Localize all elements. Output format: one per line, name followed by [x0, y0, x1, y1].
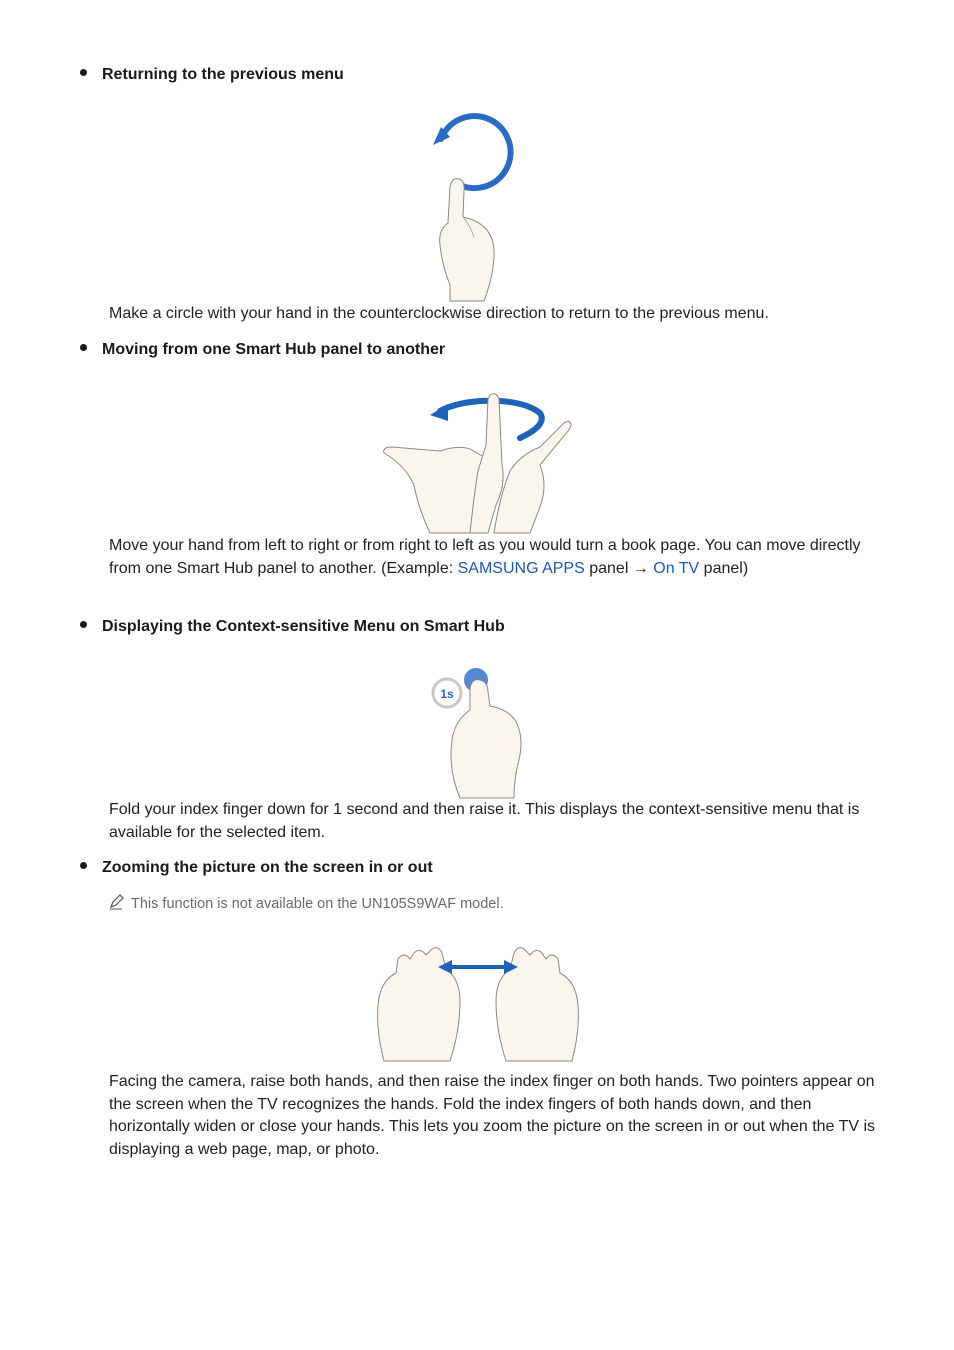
bullet-moving-panels: [80, 341, 445, 359]
bullet-dot: [80, 344, 87, 351]
section-description: Make a circle with your hand in the counterclockwise direction to return to the previous menu.: [109, 305, 769, 322]
bullet-dot: [80, 621, 87, 628]
on-tv-link[interactable]: On TV: [653, 559, 700, 577]
section-description: [109, 535, 889, 580]
gesture-fold-finger-illustration: [0, 660, 954, 800]
double-arrow-icon: [438, 960, 518, 974]
gesture-swipe-illustration: [0, 385, 954, 535]
bullet-zooming: [80, 859, 433, 877]
section-heading: Returning to the previous menu: [102, 66, 344, 83]
timer-badge-text: 1s: [440, 687, 454, 701]
bullet-context-menu: [80, 618, 505, 636]
bullet-dot: [80, 69, 87, 76]
note-text: This function is not available on the UN105S9WAF model.: [131, 896, 504, 912]
section-heading: Displaying the Context-sensitive Menu on Smart Hub: [102, 618, 505, 635]
gesture-zoom-illustration: [0, 935, 954, 1065]
description-text: Move your hand from left to right or from right to left as you would turn a book page. You can move directly from one Smart Hub panel to another. (Example:: [109, 537, 861, 577]
description-text: panel →: [584, 559, 654, 577]
gesture-circle-illustration: [0, 105, 954, 305]
samsung-apps-link[interactable]: SAMSUNG APPS: [457, 559, 585, 577]
bullet-dot: [80, 862, 87, 869]
one-second-timer-icon: [433, 679, 461, 707]
section-heading: Moving from one Smart Hub panel to another: [102, 341, 446, 358]
circle-arrow-icon: [433, 116, 511, 188]
description-text: panel): [699, 559, 749, 577]
pointing-hand-icon: [440, 179, 494, 301]
bullet-returning-menu: [80, 66, 344, 84]
section-description: Fold your index finger down for 1 second and then raise it. This displays the context-sensitive menu that is available for the selected item.: [109, 801, 860, 841]
section-heading: Zooming the picture on the screen in or out: [102, 859, 433, 876]
swipe-arrow-icon: [430, 401, 542, 438]
section-description: Facing the camera, raise both hands, and then raise the index finger on both hands. Two pointers appear on the screen when the TV recognizes the hands. Fold the index fingers of both hands down, and then horizontally widen or close your hands. This lets you zoom the picture on the screen in or out when the TV is displaying a web page, map, or photo.: [109, 1073, 876, 1158]
model-note: [109, 896, 504, 912]
pencil-note-icon: [109, 894, 125, 910]
